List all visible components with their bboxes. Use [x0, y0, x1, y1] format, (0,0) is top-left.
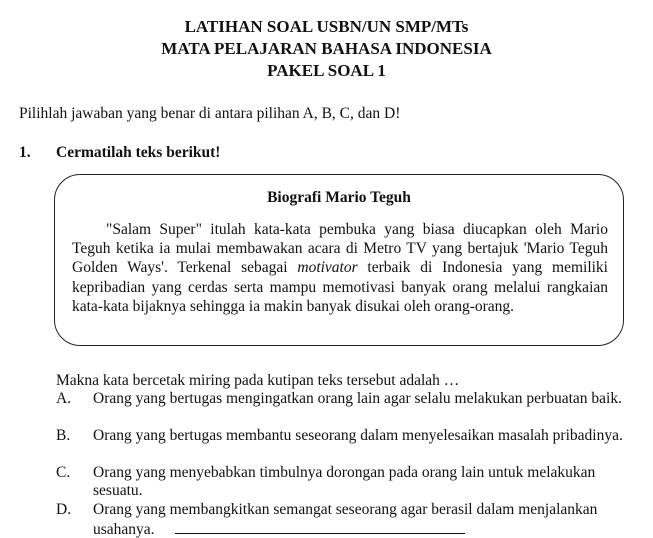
passage-text-before: "Salam Super" itulah kata-kata pembuka yang biasa diucapkan oleh Mario Teguh ketika ia mulai membawakan acara di Metro TV yang bertajuk 'Mario Teguh Golden Ways'. Terkenal sebagai	[72, 221, 608, 277]
option-text: Orang yang bertugas membantu seseorang dalam menyelesaikan masalah pribadinya.	[93, 427, 623, 444]
option-text-wrap	[93, 501, 623, 538]
option-text: Orang yang bertugas mengingatkan orang lain agar selalu melakukan perbuatan baik.	[93, 390, 622, 407]
question-prompt: Cermatilah teks berikut!	[56, 144, 221, 161]
instruction: Pilihlah jawaban yang benar di antara pilihan A, B, C, dan D!	[19, 105, 401, 122]
passage-italic-word: motivator	[297, 259, 358, 277]
option-label: C.	[56, 464, 71, 481]
header-line-2: MATA PELAJARAN BAHASA INDONESIA	[161, 39, 492, 58]
option-label: B.	[56, 427, 71, 444]
header-line-3: PAKEL SOAL 1	[267, 61, 386, 80]
question-number: 1.	[19, 144, 31, 161]
option-label: A.	[56, 390, 72, 407]
question-stem: Makna kata bercetak miring pada kutipan teks tersebut adalah …	[56, 372, 460, 389]
passage-text	[72, 220, 608, 316]
option-text: Orang yang membangkitkan semangat seseorang agar berasil dalam menjalankan usahanya.	[93, 501, 598, 538]
header-line-1: LATIHAN SOAL USBN/UN SMP/MTs	[184, 17, 469, 36]
passage-box	[54, 174, 624, 346]
option-text: Orang yang menyebabkan timbulnya dorongan pada orang lain untuk melakukan sesuatu.	[93, 464, 596, 499]
answer-blank-line	[175, 519, 465, 534]
passage-title: Biografi Mario Teguh	[267, 189, 411, 206]
passage-text-after: terbaik di Indonesia yang memiliki kepribadian yang cerdas serta mampu memotivasi banyak orang melalui rangkaian kata-kata bijaknya sehingga ia makin banyak disukai oleh orang-orang.	[72, 259, 608, 315]
option-label: D.	[56, 501, 72, 518]
